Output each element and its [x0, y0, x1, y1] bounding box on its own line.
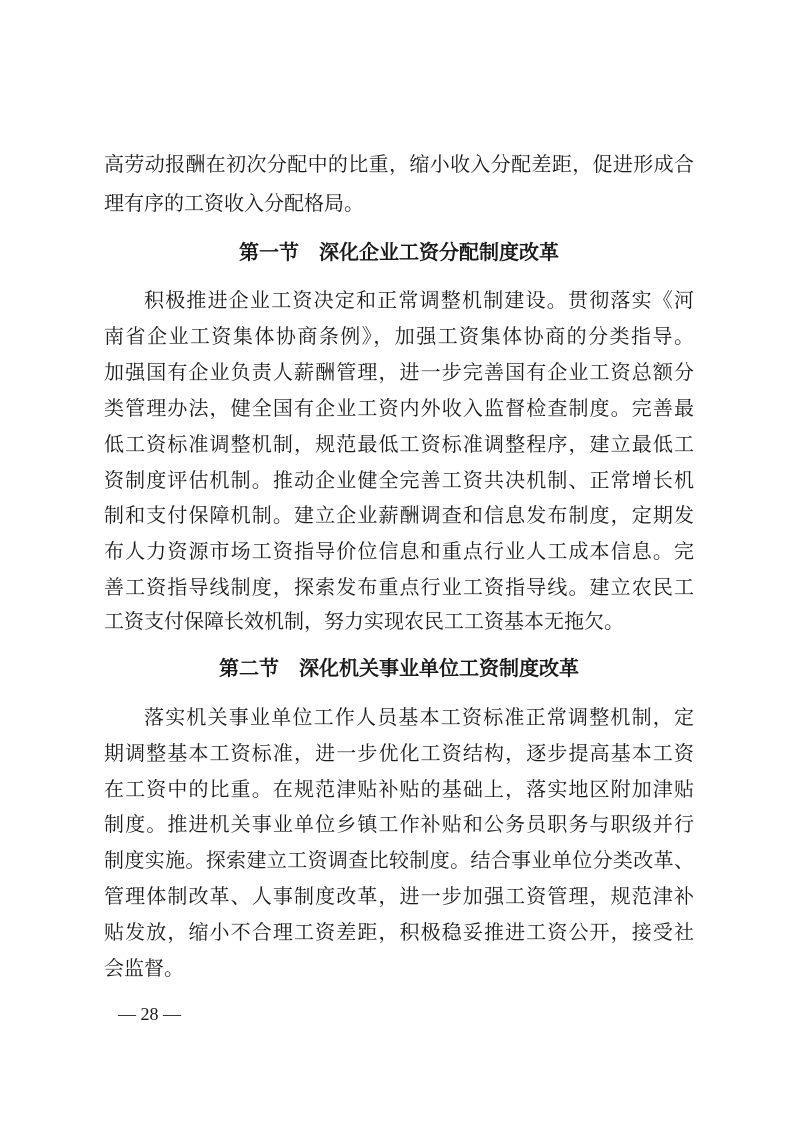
paragraph-line: 理有序的工资收入分配格局。 [104, 191, 364, 215]
paragraph-line: 管理体制改革、人事制度改革，进一步加强工资管理，规范津补 [104, 884, 694, 908]
paragraph-line: 制度实施。探索建立工资调查比较制度。结合事业单位分类改革、 [104, 848, 694, 872]
section-heading: 第一节 深化企业工资分配制度改革 [239, 240, 559, 264]
paragraph-line: 制和支付保障机制。建立企业薪酬调查和信息发布制度，定期发 [104, 503, 694, 527]
paragraph-line: 加强国有企业负责人薪酬管理，进一步完善国有企业工资总额分 [104, 360, 694, 384]
section-heading: 第二节 深化机关事业单位工资制度改革 [219, 656, 579, 680]
paragraph-line: 类管理办法，健全国有企业工资内外收入监督检查制度。完善最 [104, 396, 694, 420]
paragraph-line: 工资支付保障长效机制，努力实现农民工工资基本无拖欠。 [104, 609, 624, 633]
page-number: — 28 — [118, 1004, 181, 1024]
paragraph-line: 资制度评估机制。推动企业健全完善工资共决机制、正常增长机 [104, 468, 694, 492]
paragraph-line: 善工资指导线制度，探索发布重点行业工资指导线。建立农民工 [104, 575, 694, 599]
paragraph-line: 期调整基本工资标准，进一步优化工资结构，逐步提高基本工资 [104, 741, 694, 765]
paragraph-line: 布人力资源市场工资指导价位信息和重点行业人工成本信息。完 [104, 539, 694, 563]
paragraph-line: 在工资中的比重。在规范津贴补贴的基础上，落实地区附加津贴 [104, 777, 694, 801]
paragraph-line: 积极推进企业工资决定和正常调整机制建设。贯彻落实《河 [144, 288, 694, 312]
paragraph-line: 低工资标准调整机制，规范最低工资标准调整程序，建立最低工 [104, 432, 694, 456]
paragraph-line: 南省企业工资集体协商条例》，加强工资集体协商的分类指导。 [104, 324, 694, 348]
paragraph-line: 会监督。 [104, 956, 184, 980]
paragraph-line: 高劳动报酬在初次分配中的比重，缩小收入分配差距，促进形成合 [104, 152, 694, 176]
paragraph-line: 制度。推进机关事业单位乡镇工作补贴和公务员职务与职级并行 [104, 812, 694, 836]
paragraph-line: 贴发放，缩小不合理工资差距，积极稳妥推进工资公开，接受社 [104, 920, 694, 944]
paragraph-line: 落实机关事业单位工作人员基本工资标准正常调整机制，定 [144, 705, 694, 729]
